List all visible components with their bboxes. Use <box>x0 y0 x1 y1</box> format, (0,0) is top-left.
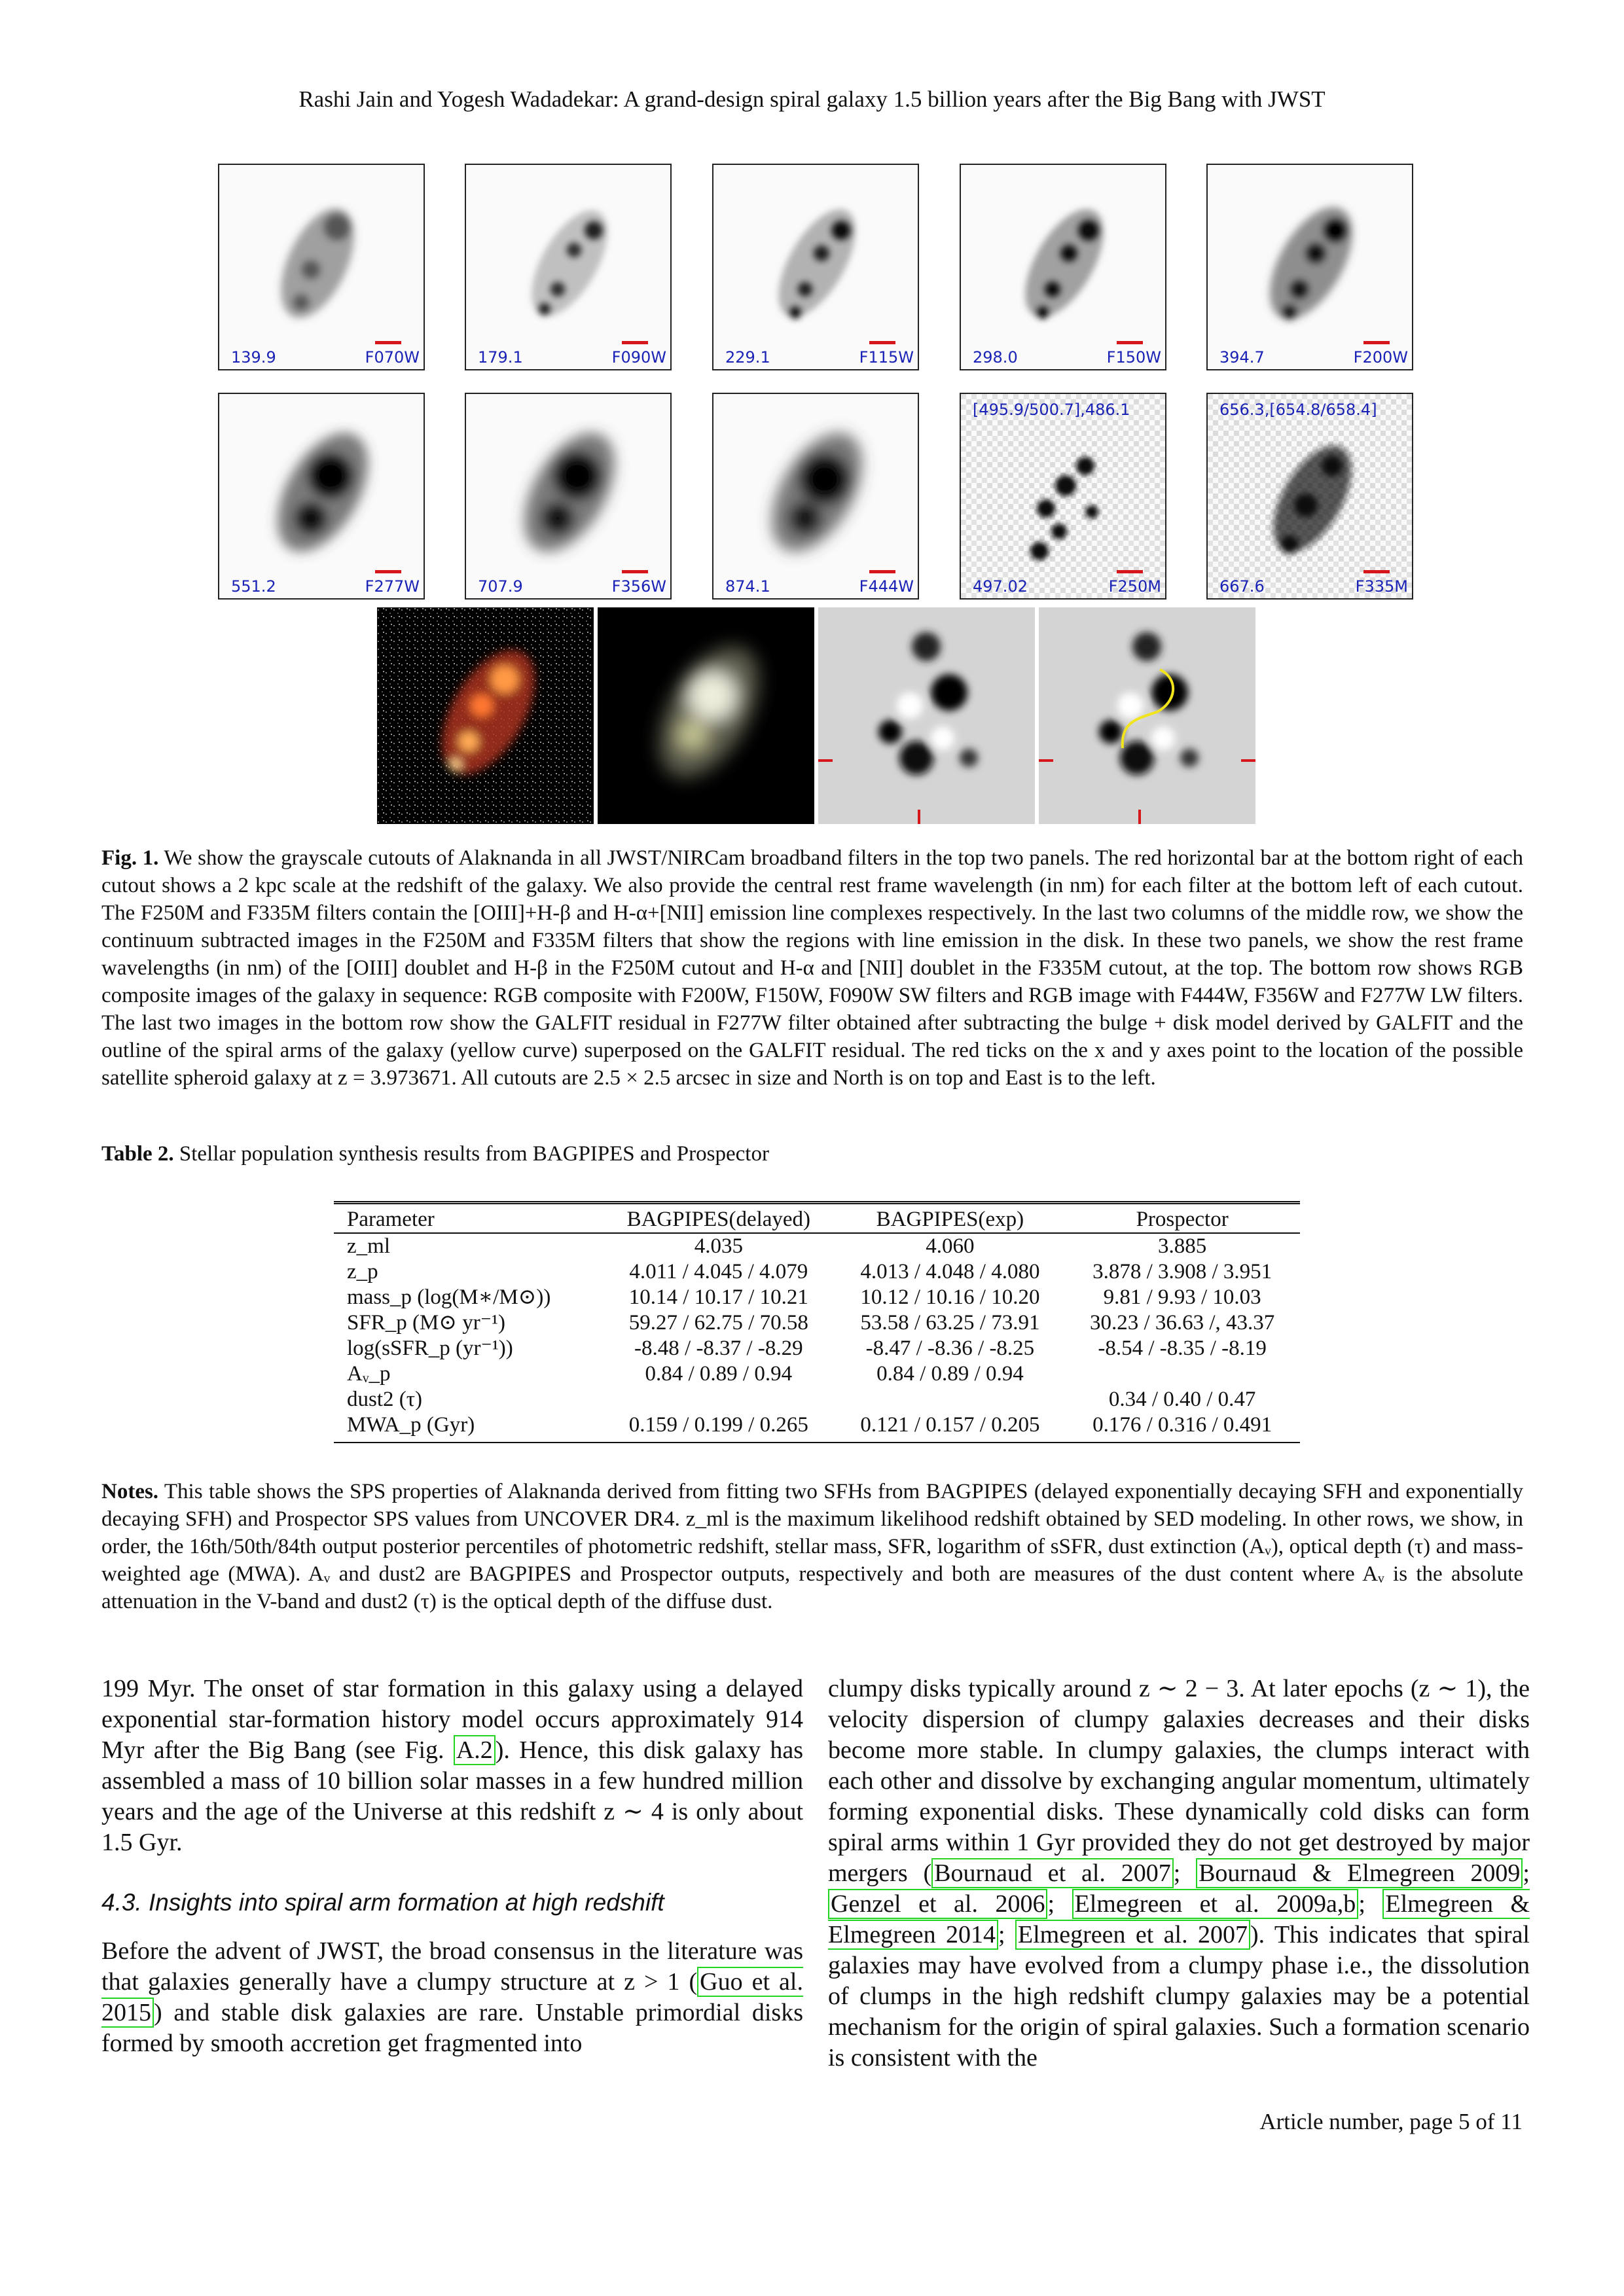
table-cell <box>602 1387 835 1412</box>
table-cell: 0.34 / 0.40 / 0.47 <box>1108 1388 1256 1411</box>
cutout-image <box>961 165 1166 370</box>
scale-bar <box>1117 570 1143 573</box>
table-header-row <box>334 1203 1300 1234</box>
galfit-residual <box>818 607 1035 824</box>
cutout-f335m <box>1206 393 1413 600</box>
cutout-image <box>219 165 425 370</box>
table-cell: 3.885 <box>1158 1234 1207 1258</box>
table-row <box>334 1310 1300 1336</box>
table-cell <box>836 1387 1065 1412</box>
table-row <box>334 1412 1300 1443</box>
table-cell <box>1064 1361 1300 1387</box>
table-cell: -8.48 / -8.37 / -8.29 <box>634 1336 803 1360</box>
table-cell: z_ml <box>347 1234 390 1258</box>
right-column <box>828 1674 1530 2073</box>
table-cell: z_p <box>347 1260 378 1283</box>
table-row <box>334 1259 1300 1285</box>
table-row <box>334 1285 1300 1310</box>
table-header-cell: Prospector <box>1064 1203 1300 1234</box>
line-wavelength-label: [495.9/500.7],486.1 <box>973 401 1130 419</box>
paragraph <box>101 1936 803 2059</box>
composite-image <box>377 607 594 824</box>
figure-caption <box>101 844 1523 1092</box>
citation-link[interactable]: Elmegreen et al. 2009a,b <box>1072 1889 1359 1919</box>
table-cell: 9.81 / 9.93 / 10.03 <box>1103 1285 1261 1309</box>
line-wavelength-label: 656.3,[654.8/658.4] <box>1219 401 1377 419</box>
cutout-image <box>219 394 425 600</box>
table-cell: MWA_p (Gyr) <box>334 1412 602 1443</box>
text-run: ). Hence, this disk galaxy has assembled a mass of 10 billion solar masses in a few hundred million years and the age of the Universe at this redshift z ∼ 4 is only about 1.5 Gyr. <box>101 1736 804 1856</box>
text-run: clumpy disks typically around z ∼ 2 − 3. At later epochs (z ∼ 1), the velocity dispersion of clumpy galaxies decreases and their disks become more stable. In clumpy galaxies, the clumps interact with each other and dissolve by exchanging angular momentum, ultimately forming exponential disks. These dynamically cold disks can form spiral arms within 1 Gyr provided they do not get destroyed by major mergers ( <box>828 1675 1530 1887</box>
citation-link[interactable]: Genzel et al. 2006 <box>828 1889 1047 1919</box>
table-row <box>334 1387 1300 1412</box>
table-cell: 30.23 / 36.63 /, 43.37 <box>1089 1311 1275 1335</box>
notes-text: This table shows the SPS properties of Alaknanda derived from fitting two SFHs from BAGPIPES (delayed exponentially decaying SFH and exponentially decaying SFH) and Prospector SPS values from UNCOVER DR4. z_ml is the maximum likelihood redshift obtained by SED modeling. In other rows, we show, in order, the 16th/50th/84th output posterior percentiles of photometric redshift, stellar mass, SFR, logarithm of sSFR, dust extinction (Aᵥ), optical depth (τ) and mass-weighted age (MWA). Aᵥ and dust2 are BAGPIPES and Prospector outputs, respectively and both are measures of the dust content where Aᵥ is the absolute attenuation in the V-band and dust2 (τ) is the optical depth of the diffuse dust. <box>101 1480 1523 1613</box>
filter-label: F444W <box>859 577 914 596</box>
cutout-f277w <box>218 393 425 600</box>
table-cell: 59.27 / 62.75 / 70.58 <box>628 1311 808 1335</box>
filter-label: F070W <box>365 348 420 367</box>
table-cell: 53.58 / 63.25 / 73.91 <box>860 1311 1040 1335</box>
wavelength-label: 497.02 <box>973 577 1028 596</box>
table-cell: 4.035 <box>694 1234 743 1258</box>
cutout-f356w <box>465 393 672 600</box>
section-heading: 4.3. Insights into spiral arm formation at high redshift <box>101 1889 664 1916</box>
filter-label: F356W <box>611 577 666 596</box>
table-cell: 0.84 / 0.89 / 0.94 <box>876 1362 1024 1386</box>
rgb-lw-composite <box>598 607 814 824</box>
scale-bar <box>375 570 401 573</box>
table-cell: SFR_p (M⊙ yr⁻¹) <box>347 1311 505 1335</box>
scale-bar <box>622 341 648 344</box>
cutout-image <box>466 165 672 370</box>
filter-label: F200W <box>1353 348 1408 367</box>
table-cell: 10.14 / 10.17 / 10.21 <box>628 1285 808 1309</box>
cutout-f200w <box>1206 164 1413 370</box>
paragraph <box>101 1674 803 1858</box>
text-run: ; <box>998 1921 1015 1948</box>
composite-image <box>818 607 1035 824</box>
wavelength-label: 139.9 <box>231 348 276 367</box>
cutout-image <box>961 394 1166 600</box>
table-label: Table 2. <box>101 1142 174 1166</box>
table-cell: 4.060 <box>926 1234 975 1258</box>
citation-link[interactable]: A.2 <box>454 1735 496 1765</box>
scale-bar <box>1363 570 1390 573</box>
table-cell: dust2 (τ) <box>347 1388 423 1411</box>
text-run: ; <box>1523 1859 1530 1887</box>
notes-label: Notes. <box>101 1480 159 1503</box>
text-run: ; <box>1358 1890 1383 1918</box>
citation-link[interactable]: Elmegreen & Elmegreen 2014 <box>828 1890 1530 1948</box>
running-header: Rashi Jain and Yogesh Wadadekar: A grand-design spiral galaxy 1.5 billion years after the Big Bang with JWST <box>298 86 1326 112</box>
table-cell: Aᵥ_p <box>347 1362 391 1386</box>
wavelength-label: 179.1 <box>478 348 523 367</box>
table-header-cell: Parameter <box>334 1203 602 1234</box>
scale-bar <box>869 341 895 344</box>
filter-label: F150W <box>1106 348 1161 367</box>
filter-label: F090W <box>611 348 666 367</box>
table-cell: 0.159 / 0.199 / 0.265 <box>602 1412 835 1443</box>
wavelength-label: 707.9 <box>478 577 523 596</box>
table-cell: -8.54 / -8.35 / -8.19 <box>1098 1336 1267 1360</box>
page-footer: Article number, page 5 of 11 <box>1259 2109 1523 2134</box>
table-notes <box>101 1478 1523 1615</box>
table-header-cell: BAGPIPES(delayed) <box>602 1203 835 1234</box>
text-run: ). This indicates that spiral galaxies may have evolved from a clumpy phase i.e., the dissolution of clumps in the high redshift clumpy galaxies may be a potential mechanism for the origin of spiral galaxies. Such a formation scenario is consistent with the <box>828 1921 1530 2072</box>
wavelength-label: 551.2 <box>231 577 276 596</box>
scale-bar <box>869 570 895 573</box>
wavelength-label: 394.7 <box>1219 348 1265 367</box>
table-row <box>334 1336 1300 1361</box>
filter-label: F115W <box>859 348 914 367</box>
wavelength-label: 874.1 <box>725 577 770 596</box>
paragraph <box>828 1674 1530 2073</box>
table-cell: 0.121 / 0.157 / 0.205 <box>836 1412 1065 1443</box>
table-cell: 0.84 / 0.89 / 0.94 <box>645 1362 793 1386</box>
cutout-image <box>466 394 672 600</box>
wavelength-label: 298.0 <box>973 348 1018 367</box>
figure-label: Fig. 1. <box>101 846 159 870</box>
cutout-f150w <box>960 164 1166 370</box>
table-caption-text: Stellar population synthesis results from BAGPIPES and Prospector <box>179 1142 769 1166</box>
cutout-image <box>713 165 919 370</box>
rgb-sw-composite <box>377 607 594 824</box>
figure-caption-text: We show the grayscale cutouts of Alaknanda in all JWST/NIRCam broadband filters in the top two panels. The red horizontal bar at the bottom right of each cutout shows a 2 kpc scale at the redshift of the galaxy. We also provide the central rest frame wavelength (in nm) for each filter at the bottom left of each cutout. The F250M and F335M filters contain the [OIII]+H-β and H-α+[NII] emission line complexes respectively. In the last two columns of the middle row, we show the continuum subtracted images in the F250M and F335M filters that show the regions with line emission in the disk. In these two panels, we show the rest frame wavelengths (in nm) of the [OIII] doublet and H-β in the F250M cutout and H-α and [NII] doublet in the F335M cutout, at the top. The bottom row shows RGB composite images of the galaxy in sequence: RGB composite with F200W, F150W, F090W SW filters and RGB image with F444W, F356W and F277W LW filters. The last two images in the bottom row show the GALFIT residual in F277W filter obtained after subtracting the bulge + disk model derived by GALFIT and the outline of the spiral arms of the galaxy (yellow curve) superposed on the GALFIT residual. The red ticks on the x and y axes point to the location of the possible satellite spheroid galaxy at z = 3.973671. All cutouts are 2.5 × 2.5 arcsec in size and North is on top and East is to the left. <box>101 846 1524 1090</box>
table-cell: 3.878 / 3.908 / 3.951 <box>1092 1260 1272 1283</box>
table-cell: 0.176 / 0.316 / 0.491 <box>1064 1412 1300 1443</box>
filter-label: F250M <box>1108 577 1161 596</box>
cutout-image <box>1208 394 1413 600</box>
scale-bar <box>1117 341 1143 344</box>
scale-bar <box>622 570 648 573</box>
citation-link[interactable]: Guo et al. 2015 <box>101 1968 803 2026</box>
filter-label: F335M <box>1355 577 1408 596</box>
table-row <box>334 1233 1300 1259</box>
composite-image <box>1039 607 1255 824</box>
galfit-residual-with-arms <box>1039 607 1255 824</box>
table-caption <box>101 1142 769 1166</box>
table-row <box>334 1361 1300 1387</box>
wavelength-label: 667.6 <box>1219 577 1265 596</box>
composite-image <box>598 607 814 824</box>
scale-bar <box>375 341 401 344</box>
citation-link[interactable]: Elmegreen et al. 2007 <box>1015 1920 1250 1950</box>
table-cell: -8.47 / -8.36 / -8.25 <box>865 1336 1035 1360</box>
cutout-image <box>713 394 919 600</box>
text-run: ; <box>1173 1859 1197 1887</box>
table-cell: 4.013 / 4.048 / 4.080 <box>860 1260 1040 1283</box>
cutout-f444w <box>712 393 919 600</box>
sps-table <box>334 1201 1300 1443</box>
left-column <box>101 1674 803 2059</box>
table-cell: 10.12 / 10.16 / 10.20 <box>860 1285 1040 1309</box>
citation-link[interactable]: Bournaud et al. 2007 <box>931 1858 1174 1888</box>
table-cell: mass_p (log(M∗/M⊙)) <box>347 1285 551 1309</box>
filter-label: F277W <box>365 577 420 596</box>
text-run: Before the advent of JWST, the broad consensus in the literature was that galaxies generally have a clumpy structure at z > 1 ( <box>101 1937 803 1996</box>
text-run: 199 Myr. The onset of star formation in this galaxy using a delayed exponential star-formation history model occurs approximately 914 Myr after the Big Bang (see Fig. <box>101 1675 803 1764</box>
table-cell: 4.011 / 4.045 / 4.079 <box>629 1260 808 1283</box>
text-run: ) and stable disk galaxies are rare. Unstable primordial disks formed by smooth accretion get fragmented into <box>101 1999 803 2057</box>
wavelength-label: 229.1 <box>725 348 770 367</box>
citation-link[interactable]: Bournaud & Elmegreen 2009 <box>1196 1858 1523 1888</box>
cutout-f090w <box>465 164 672 370</box>
cutout-f115w <box>712 164 919 370</box>
cutout-f250m <box>960 393 1166 600</box>
scale-bar <box>1363 341 1390 344</box>
table-cell: log(sSFR_p (yr⁻¹)) <box>347 1336 513 1360</box>
cutout-image <box>1208 165 1413 370</box>
table-header-cell: BAGPIPES(exp) <box>836 1203 1065 1234</box>
cutout-f070w <box>218 164 425 370</box>
text-run: ; <box>1047 1890 1072 1918</box>
